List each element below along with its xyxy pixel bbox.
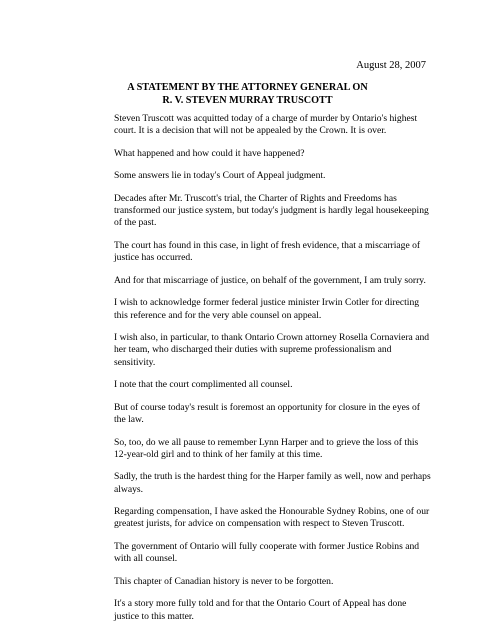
paragraph: And for that miscarriage of justice, on behalf of the government, I am truly sorry. [114, 274, 426, 286]
document-title [0, 82, 495, 107]
paragraph: What happened and how could it have happened? [114, 147, 305, 159]
paragraph: I wish also, in particular, to thank Ontario Crown attorney Rosella Cornaviera and her team, who discharged their duties with supreme professionalism and sensitivity. [114, 332, 430, 368]
paragraph: Sadly, the truth is the hardest thing for the Harper family as well, now and perhaps always. [114, 471, 431, 495]
document-date: August 28, 2007 [356, 60, 426, 71]
paragraph: This chapter of Canadian history is never to be forgotten. [114, 575, 334, 587]
paragraph: I wish to acknowledge former federal justice minister Irwin Cotler for directing this reference and for the very able counsel on appeal. [114, 297, 420, 321]
paragraph: I note that the court complimented all counsel. [114, 379, 293, 391]
paragraph: The court has found in this case, in light of fresh evidence, that a miscarriage of justice has occurred. [114, 239, 421, 264]
paragraph: Decades after Mr. Truscott's trial, the Charter of Rights and Freedoms has transformed our justice system, but today's judgment is hardly legal housekeeping of the past. [114, 192, 429, 229]
document-body [114, 113, 432, 633]
paragraph: But of course today's result is foremost an opportunity for closure in the eyes of the law. [114, 401, 420, 425]
paragraph: So, too, do we all pause to remember Lynn Harper and to grieve the loss of this 12-year-old girl and to think of her family at this time. [114, 436, 419, 460]
title-line-1: A STATEMENT BY THE ATTORNEY GENERAL ON [127, 82, 368, 93]
paragraph: Steven Truscott was acquitted today of a charge of murder by Ontario's highest court. It is a decision that will not be appealed by the Crown. It is over. [114, 113, 418, 137]
title-line-2: R. V. STEVEN MURRAY TRUSCOTT [162, 94, 333, 106]
paragraph: Some answers lie in today's Court of Appeal judgment. [114, 170, 326, 182]
paragraph: It's a story more fully told and for that the Ontario Court of Appeal has done justice to this matter. [114, 598, 407, 622]
paragraph: The government of Ontario will fully cooperate with former Justice Robins and with all counsel. [114, 540, 420, 565]
paragraph: Regarding compensation, I have asked the Honourable Sydney Robins, one of our greatest jurists, for advice on compensation with respect to Steven Truscott. [114, 506, 430, 530]
